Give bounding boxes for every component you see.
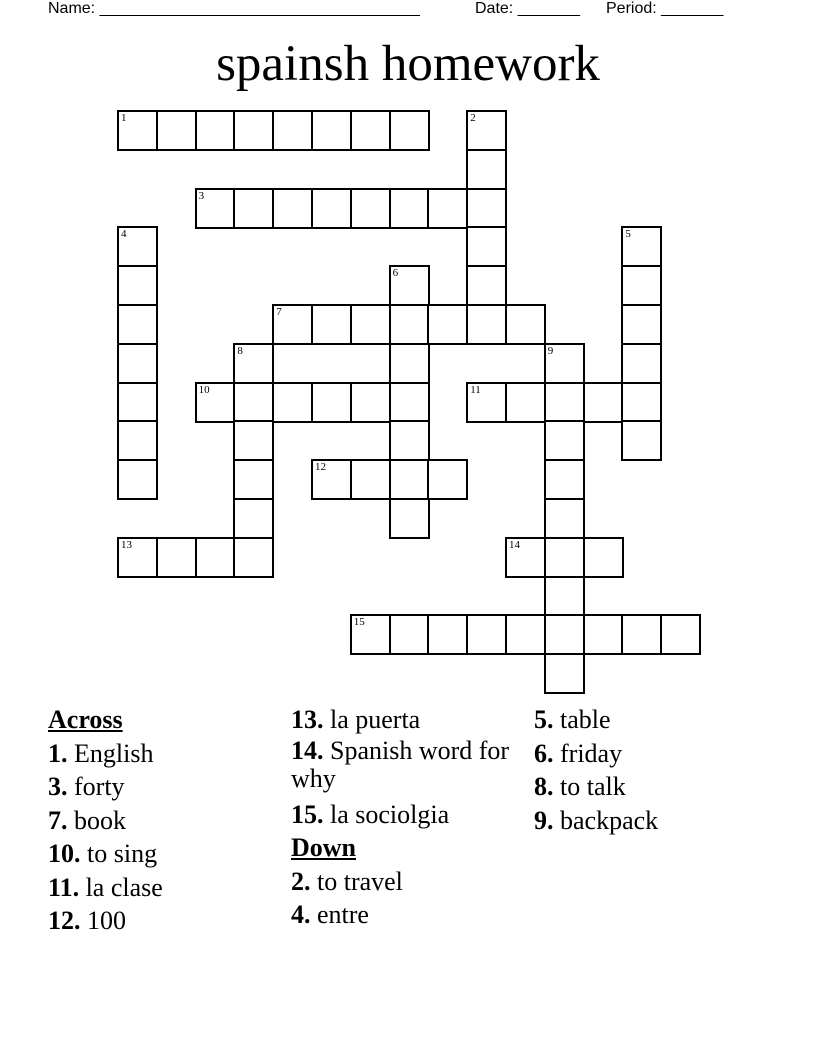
grid-cell[interactable] — [272, 382, 313, 423]
grid-cell-number: 9 — [547, 344, 554, 357]
grid-cell[interactable] — [195, 382, 236, 423]
clue-across-12: 12. 100 — [48, 906, 126, 935]
grid-cell-number: 13 — [121, 538, 132, 551]
grid-cell[interactable] — [311, 459, 352, 500]
grid-cell[interactable] — [621, 614, 662, 655]
grid-cell-number: 5 — [625, 228, 631, 241]
grid-cell[interactable] — [621, 226, 662, 267]
grid-cell[interactable] — [389, 265, 430, 306]
clue-down-6: 6. friday — [534, 738, 623, 768]
grid-cell[interactable] — [389, 188, 430, 229]
grid-cell[interactable] — [466, 382, 507, 423]
clue-column-3 — [534, 703, 774, 837]
clue-down-8: 8. to talk — [534, 772, 626, 801]
grid-cell[interactable] — [233, 537, 274, 578]
grid-cell[interactable] — [195, 188, 236, 229]
page-title: spainsh homework — [216, 36, 600, 92]
clue-across-13: 13. la puerta — [291, 705, 421, 734]
grid-cell[interactable] — [583, 614, 624, 655]
down-heading: Down — [291, 833, 357, 862]
grid-cell-number: 8 — [237, 344, 243, 357]
grid-cell[interactable] — [466, 304, 507, 345]
grid-cell[interactable] — [117, 537, 158, 578]
clue-down-2: 2. to travel — [291, 866, 403, 896]
grid-cell[interactable] — [350, 382, 391, 423]
grid-cell[interactable] — [621, 420, 662, 461]
grid-cell-number: 15 — [353, 616, 365, 629]
grid-cell[interactable] — [544, 459, 585, 500]
clue-across-3: 3. forty — [48, 772, 125, 801]
grid-cell[interactable] — [466, 226, 507, 267]
grid-cell[interactable] — [311, 382, 352, 423]
period-field-label: Period: _______ — [606, 0, 724, 17]
clue-across-7: 7. book — [48, 805, 126, 835]
grid-cell[interactable] — [233, 498, 274, 539]
grid-cell-number: 6 — [392, 267, 399, 280]
grid-cell[interactable] — [272, 110, 313, 151]
grid-cell[interactable] — [621, 265, 662, 306]
grid-cell[interactable] — [505, 537, 546, 578]
grid-cell-number: 14 — [509, 538, 520, 551]
grid-cell[interactable] — [544, 382, 585, 423]
grid-cell[interactable] — [505, 382, 546, 423]
grid-cell[interactable] — [389, 110, 430, 151]
grid-cell[interactable] — [233, 110, 274, 151]
grid-cell[interactable] — [427, 304, 468, 345]
grid-cell[interactable] — [350, 459, 391, 500]
grid-cell[interactable] — [427, 459, 468, 500]
grid-cell[interactable] — [583, 382, 624, 423]
grid-cell[interactable] — [233, 420, 274, 461]
grid-cell[interactable] — [350, 304, 391, 345]
grid-cell[interactable] — [621, 304, 662, 345]
grid-cell[interactable] — [389, 382, 430, 423]
clue-down-4: 4. entre — [291, 900, 369, 929]
grid-cell[interactable] — [311, 110, 352, 151]
grid-cell[interactable] — [117, 343, 158, 384]
grid-cell[interactable] — [272, 304, 313, 345]
grid-cell[interactable] — [544, 343, 585, 384]
grid-cell-number: 2 — [470, 112, 476, 124]
grid-cell[interactable] — [117, 265, 158, 306]
grid-cell[interactable] — [350, 110, 391, 151]
grid-cell[interactable] — [544, 537, 585, 578]
grid-cell[interactable] — [311, 188, 352, 229]
grid-cell[interactable] — [117, 420, 158, 461]
date-field-label: Date: _______ — [475, 0, 580, 17]
grid-cell[interactable] — [466, 110, 507, 151]
grid-cell[interactable] — [544, 614, 585, 655]
clue-column-2 — [291, 703, 516, 932]
grid-cell[interactable] — [544, 653, 585, 694]
clue-across-10: 10. to sing — [48, 839, 158, 868]
grid-cell-number: 12 — [315, 461, 326, 474]
grid-cell[interactable] — [233, 459, 274, 500]
grid-cell[interactable] — [117, 226, 158, 267]
clue-down-9: 9. backpack — [534, 805, 659, 835]
grid-cell[interactable] — [621, 343, 662, 384]
grid-cell[interactable] — [660, 614, 701, 655]
grid-cell[interactable] — [195, 110, 236, 151]
grid-cell[interactable] — [117, 304, 158, 345]
clue-column-1 — [48, 703, 278, 938]
grid-cell[interactable] — [544, 420, 585, 461]
grid-cell[interactable] — [195, 537, 236, 578]
grid-cell[interactable] — [389, 498, 430, 539]
clue-across-15: 15. la sociolgia — [291, 799, 450, 829]
grid-cell[interactable] — [466, 265, 507, 306]
across-heading: Across — [48, 705, 123, 734]
grid-cell-number: 10 — [198, 383, 210, 396]
name-field-label: Name: ____________________________________ — [48, 0, 420, 17]
grid-cell[interactable] — [427, 614, 468, 655]
grid-cell[interactable] — [466, 149, 507, 190]
grid-cell[interactable] — [544, 576, 585, 617]
grid-cell[interactable] — [233, 343, 274, 384]
grid-cell-number: 7 — [276, 306, 282, 318]
grid-cell[interactable] — [427, 188, 468, 229]
grid-cell[interactable] — [350, 188, 391, 229]
clue-across-14: 14. Spanish word for why — [291, 735, 510, 793]
grid-cell[interactable] — [311, 304, 352, 345]
grid-cell-number: 3 — [198, 189, 205, 202]
clue-down-5: 5. table — [534, 705, 611, 734]
grid-cell[interactable] — [505, 304, 546, 345]
grid-cell[interactable] — [272, 188, 313, 229]
grid-cell[interactable] — [583, 537, 624, 578]
grid-cell[interactable] — [117, 459, 158, 500]
clue-across-1: 1. English — [48, 738, 154, 768]
grid-cell-number: 4 — [121, 228, 127, 241]
clue-across-11: 11. la clase — [48, 872, 163, 902]
grid-cell[interactable] — [117, 110, 158, 151]
grid-cell[interactable] — [117, 382, 158, 423]
grid-cell[interactable] — [466, 188, 507, 229]
grid-cell[interactable] — [389, 459, 430, 500]
grid-cell[interactable] — [156, 110, 197, 151]
grid-cell[interactable] — [466, 614, 507, 655]
grid-cell[interactable] — [156, 537, 197, 578]
grid-cell[interactable] — [389, 343, 430, 384]
grid-cell[interactable] — [350, 614, 391, 655]
grid-cell-number: 11 — [470, 383, 481, 396]
grid-cell[interactable] — [621, 382, 662, 423]
grid-cell[interactable] — [389, 420, 430, 461]
grid-cell[interactable] — [389, 614, 430, 655]
grid-cell[interactable] — [544, 498, 585, 539]
grid-cell[interactable] — [505, 614, 546, 655]
grid-cell[interactable] — [233, 382, 274, 423]
grid-cell[interactable] — [233, 188, 274, 229]
grid-cell[interactable] — [389, 304, 430, 345]
grid-cell-number: 1 — [121, 112, 127, 124]
